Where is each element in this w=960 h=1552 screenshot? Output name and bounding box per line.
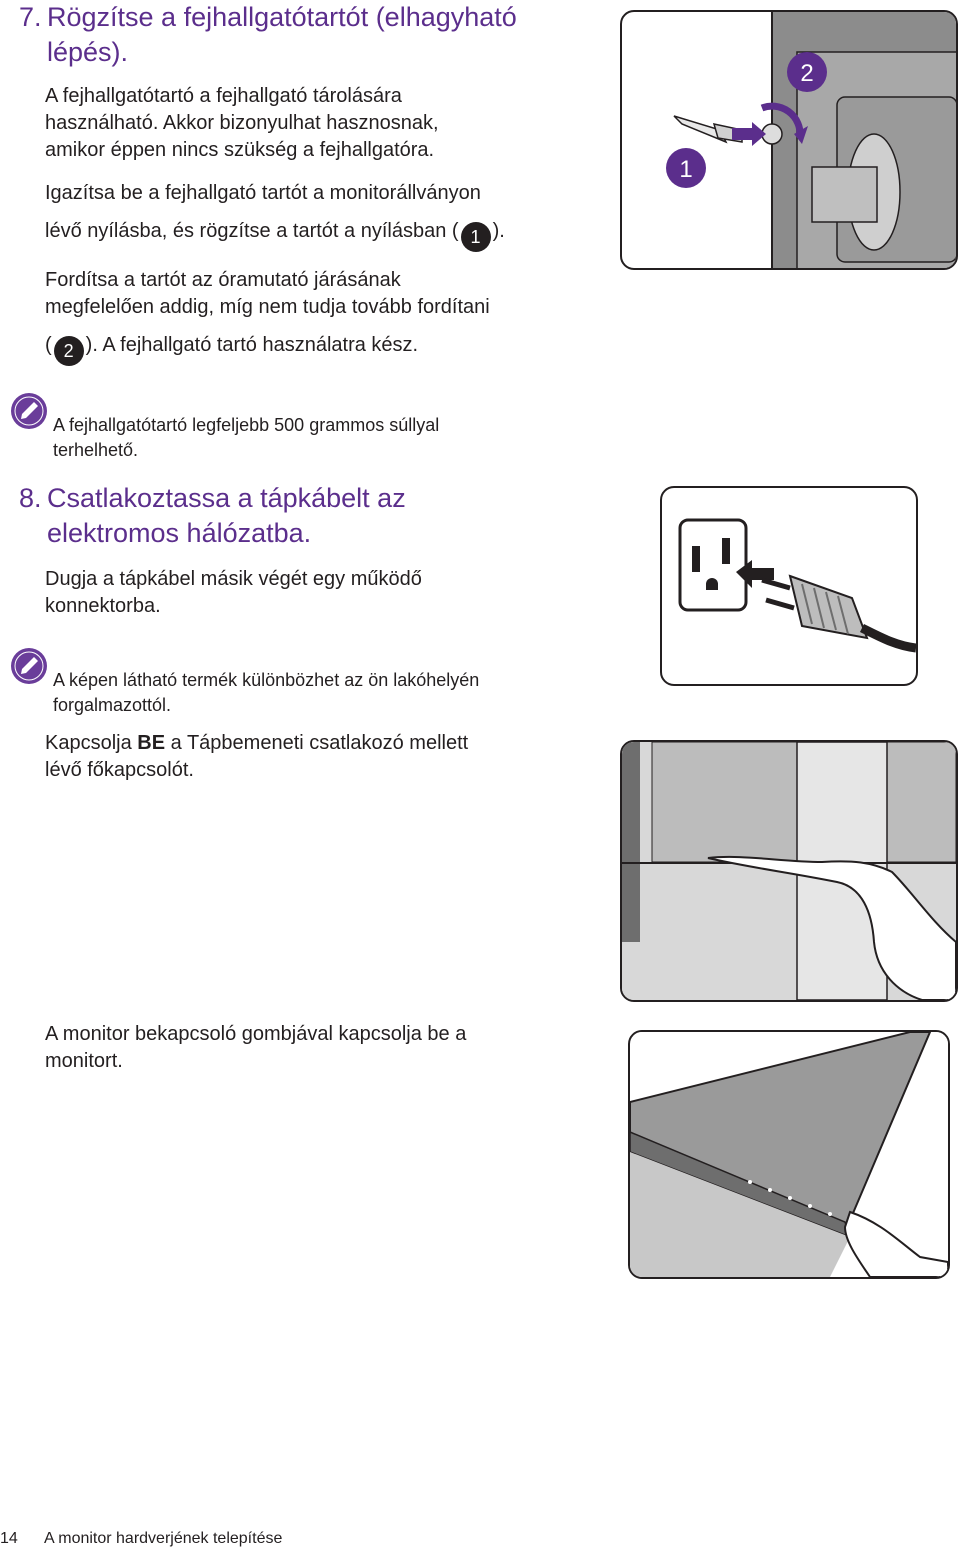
figure-label-2: 2 [800, 60, 814, 87]
text-line: A képen látható termék különbözhet az ön lakóhelyén [53, 670, 480, 690]
text-line [45, 332, 615, 366]
text-line: Igazítsa be a fejhallgató tartót a monitorállványon [45, 182, 481, 204]
note-1 [53, 413, 573, 463]
text-line: konnektorba. [45, 595, 161, 617]
note-icon-1 [10, 392, 48, 435]
step8-heading [19, 481, 607, 551]
emphasis-text: BE [137, 732, 166, 754]
text-line: megfelelően addig, míg nem tudja tovább fordítani [45, 296, 490, 318]
footer-section-title: A monitor hardverjének telepítése [44, 1530, 283, 1547]
text-fragment: Kapcsolja [45, 732, 138, 754]
pencil-icon [10, 392, 48, 430]
step-badge-1: 1 [461, 222, 491, 252]
step-badge-2: 2 [54, 336, 84, 366]
pencil-icon [10, 647, 48, 685]
step8-title-line2: elektromos hálózatba. [47, 518, 312, 548]
note-icon-2 [10, 647, 48, 690]
power-plug-illustration [662, 488, 916, 684]
step8-paragraph1 [45, 566, 605, 620]
text-line: Fordítsa a tartót az óramutató járásának [45, 269, 401, 291]
text-line: forgalmazottól. [53, 695, 172, 715]
headphone-hook-figure [620, 10, 958, 270]
text-line [45, 730, 605, 757]
step7-paragraph3 [45, 267, 615, 366]
figure-label-1: 1 [679, 156, 693, 183]
step8-paragraph3 [45, 1021, 605, 1075]
monitor-power-button-figure [628, 1030, 950, 1279]
step7-paragraph1 [45, 83, 605, 164]
text-line: A fejhallgatótartó a fejhallgató tárolására [45, 85, 402, 107]
power-switch-illustration [622, 742, 956, 1000]
step7-heading [19, 0, 607, 70]
text-fragment: lévő nyílásba, és rögzítse a tartót a nyílásban ( [45, 220, 459, 242]
note-2 [53, 668, 613, 718]
text-fragment: ). [492, 220, 505, 242]
step7-title-line1: Rögzítse a fejhallgatótartót (elhagyható [47, 2, 517, 32]
text-line: A fejhallgatótartó legfeljebb 500 grammos súllyal [53, 415, 440, 435]
text-fragment: ( [45, 334, 52, 356]
text-line: monitort. [45, 1050, 123, 1072]
step8-paragraph2 [45, 730, 605, 784]
power-outlet-figure [660, 486, 918, 686]
text-line: A monitor bekapcsoló gombjával kapcsolja be a [45, 1023, 467, 1045]
step7-paragraph2 [45, 180, 615, 252]
headphone-hook-illustration [622, 12, 956, 268]
page-number: 14 [0, 1530, 18, 1547]
power-switch-figure [620, 740, 958, 1002]
text-line [45, 218, 615, 252]
step7-title [19, 0, 607, 70]
step7-number: 7. [19, 2, 42, 32]
text-line: lévő főkapcsolót. [45, 759, 194, 781]
text-fragment: a Tápbemeneti csatlakozó mellett [165, 732, 469, 754]
step8-title [19, 481, 607, 551]
text-line: amikor éppen nincs szükség a fejhallgatóra. [45, 139, 435, 161]
text-line: terhelhető. [53, 440, 139, 460]
text-line: használható. Akkor bizonyulhat hasznosnak, [45, 112, 439, 134]
step8-number: 8. [19, 483, 42, 513]
step7-title-line2: lépés). [47, 37, 129, 67]
text-fragment: ). A fejhallgató tartó használatra kész. [85, 334, 419, 356]
monitor-button-illustration [630, 1032, 948, 1277]
step8-title-line1: Csatlakoztassa a tápkábelt az [47, 483, 406, 513]
text-line: Dugja a tápkábel másik végét egy működő [45, 568, 422, 590]
